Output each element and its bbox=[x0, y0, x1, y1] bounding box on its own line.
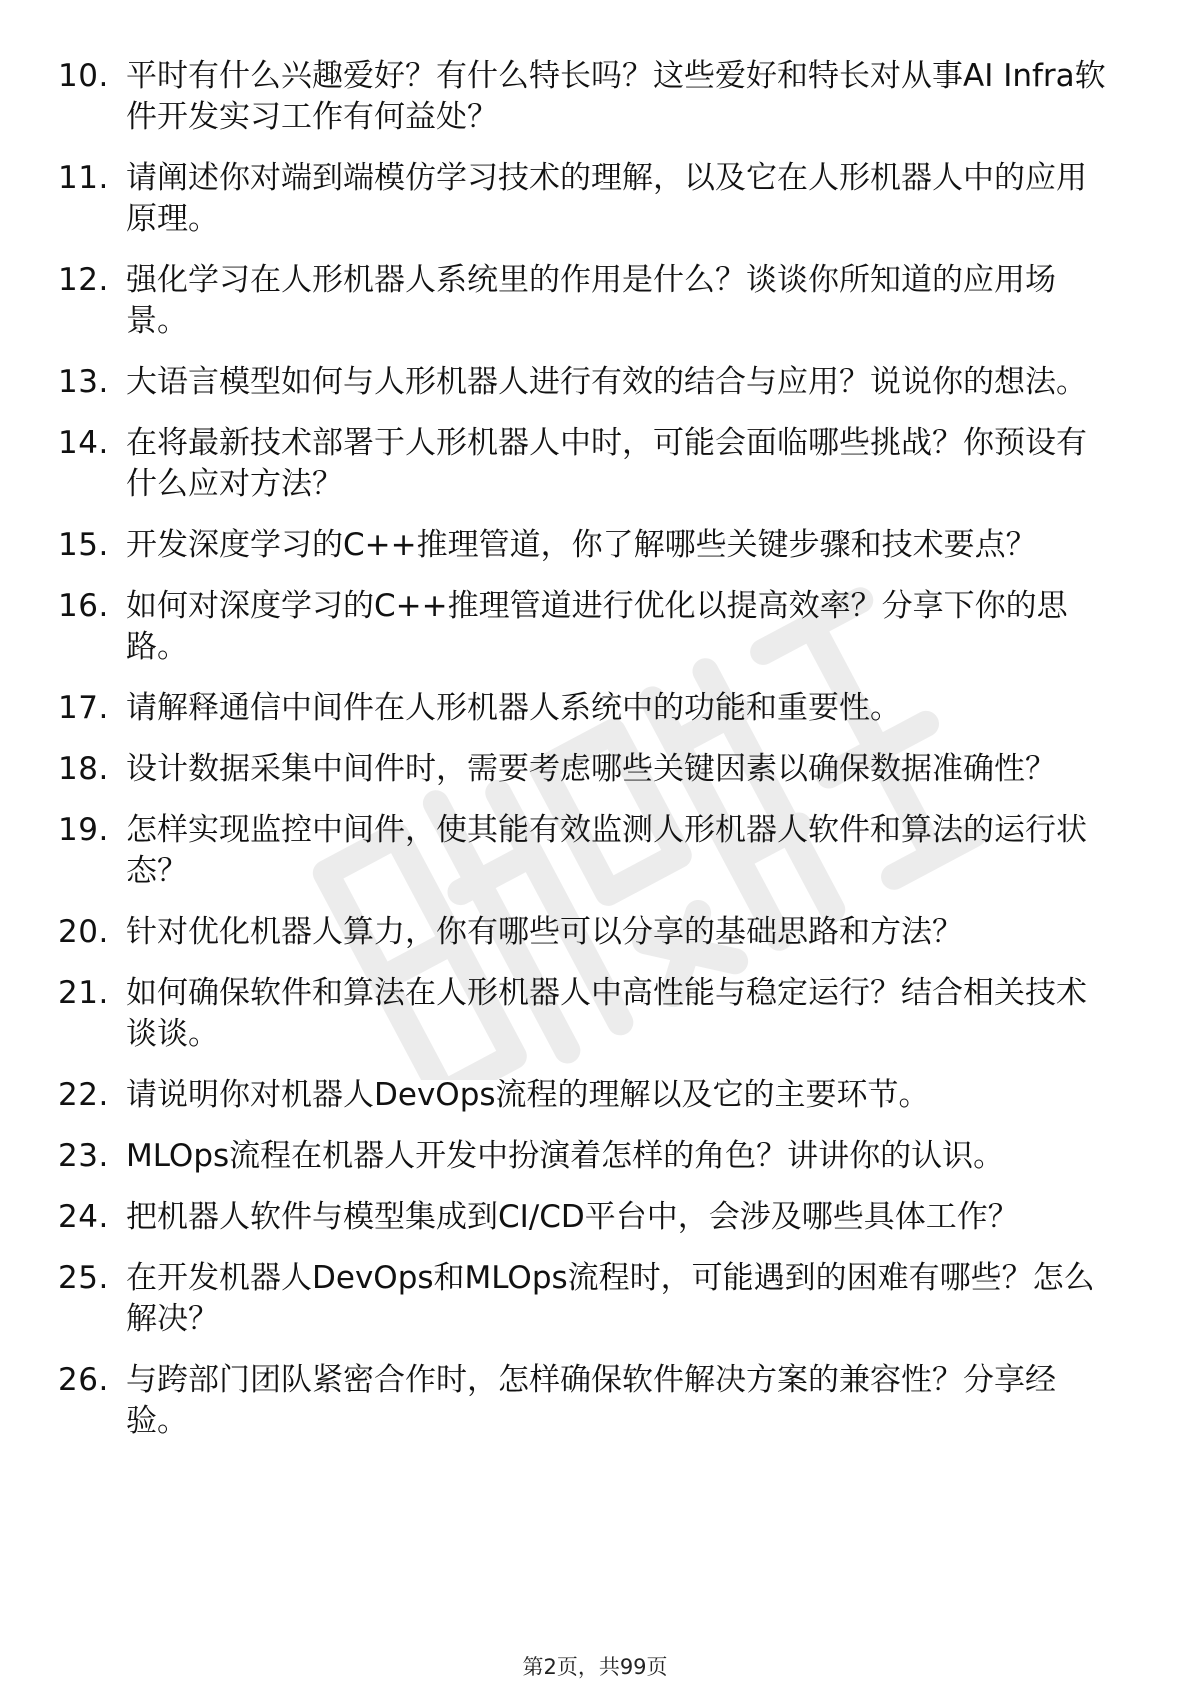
question-item bbox=[0, 688, 1190, 729]
question-item bbox=[0, 973, 1190, 1055]
question-item bbox=[0, 1258, 1190, 1340]
question-item bbox=[0, 260, 1190, 342]
question-item bbox=[0, 158, 1190, 240]
question-text: 请说明你对机器人DevOps流程的理解以及它的主要环节。 bbox=[126, 1077, 930, 1113]
question-number: 20. bbox=[58, 914, 109, 950]
question-item bbox=[0, 1075, 1190, 1116]
question-text: 大语言模型如何与人形机器人进行有效的结合与应用？说说你的想法。 bbox=[126, 364, 1087, 400]
question-item bbox=[0, 749, 1190, 790]
question-item bbox=[0, 362, 1190, 403]
question-number: 19. bbox=[58, 812, 109, 848]
page-footer: 第2页，共99页 bbox=[522, 1655, 668, 1679]
question-number: 24. bbox=[58, 1199, 109, 1235]
question-text: 平时有什么兴趣爱好？有什么特长吗？这些爱好和特长对从事AI Infra软件开发实习工作有何益处？ bbox=[126, 58, 1106, 135]
question-number: 16. bbox=[58, 588, 109, 624]
question-list bbox=[0, 56, 1190, 1462]
question-number: 14. bbox=[58, 425, 109, 461]
question-text: 强化学习在人形机器人系统里的作用是什么？谈谈你所知道的应用场景。 bbox=[126, 262, 1056, 339]
question-text: 与跨部门团队紧密合作时，怎样确保软件解决方案的兼容性？分享经验。 bbox=[126, 1362, 1056, 1439]
question-text: 请解释通信中间件在人形机器人系统中的功能和重要性。 bbox=[126, 690, 901, 726]
question-number: 25. bbox=[58, 1260, 109, 1296]
question-text: 针对优化机器人算力，你有哪些可以分享的基础思路和方法？ bbox=[126, 914, 963, 950]
question-number: 18. bbox=[58, 751, 109, 787]
question-number: 12. bbox=[58, 262, 109, 298]
question-item bbox=[0, 1197, 1190, 1238]
question-number: 17. bbox=[58, 690, 109, 726]
question-item bbox=[0, 423, 1190, 505]
question-text: 怎样实现监控中间件，使其能有效监测人形机器人软件和算法的运行状态？ bbox=[126, 812, 1087, 889]
question-number: 10. bbox=[58, 58, 109, 94]
question-number: 21. bbox=[58, 975, 109, 1011]
question-item bbox=[0, 1136, 1190, 1177]
question-text: 开发深度学习的C++推理管道，你了解哪些关键步骤和技术要点？ bbox=[126, 527, 1037, 563]
question-text: 请阐述你对端到端模仿学习技术的理解，以及它在人形机器人中的应用原理。 bbox=[126, 160, 1087, 237]
question-text: 在开发机器人DevOps和MLOps流程时，可能遇到的困难有哪些？怎么解决？ bbox=[126, 1260, 1095, 1337]
question-item bbox=[0, 1360, 1190, 1442]
question-text: 把机器人软件与模型集成到CI/CD平台中，会涉及哪些具体工作？ bbox=[126, 1199, 1019, 1235]
question-number: 11. bbox=[58, 160, 109, 196]
question-item bbox=[0, 525, 1190, 566]
question-number: 22. bbox=[58, 1077, 109, 1113]
question-text: 设计数据采集中间件时，需要考虑哪些关键因素以确保数据准确性？ bbox=[126, 751, 1056, 787]
question-text: 如何确保软件和算法在人形机器人中高性能与稳定运行？结合相关技术谈谈。 bbox=[126, 975, 1087, 1052]
question-text: 如何对深度学习的C++推理管道进行优化以提高效率？分享下你的思路。 bbox=[126, 588, 1068, 665]
question-number: 15. bbox=[58, 527, 109, 563]
question-number: 23. bbox=[58, 1138, 109, 1174]
question-number: 13. bbox=[58, 364, 109, 400]
question-number: 26. bbox=[58, 1362, 109, 1398]
question-item bbox=[0, 586, 1190, 668]
question-item bbox=[0, 912, 1190, 953]
question-item bbox=[0, 56, 1190, 138]
question-text: MLOps流程在机器人开发中扮演着怎样的角色？讲讲你的认识。 bbox=[126, 1138, 1005, 1174]
question-item bbox=[0, 810, 1190, 892]
question-text: 在将最新技术部署于人形机器人中时，可能会面临哪些挑战？你预设有什么应对方法？ bbox=[126, 425, 1087, 502]
